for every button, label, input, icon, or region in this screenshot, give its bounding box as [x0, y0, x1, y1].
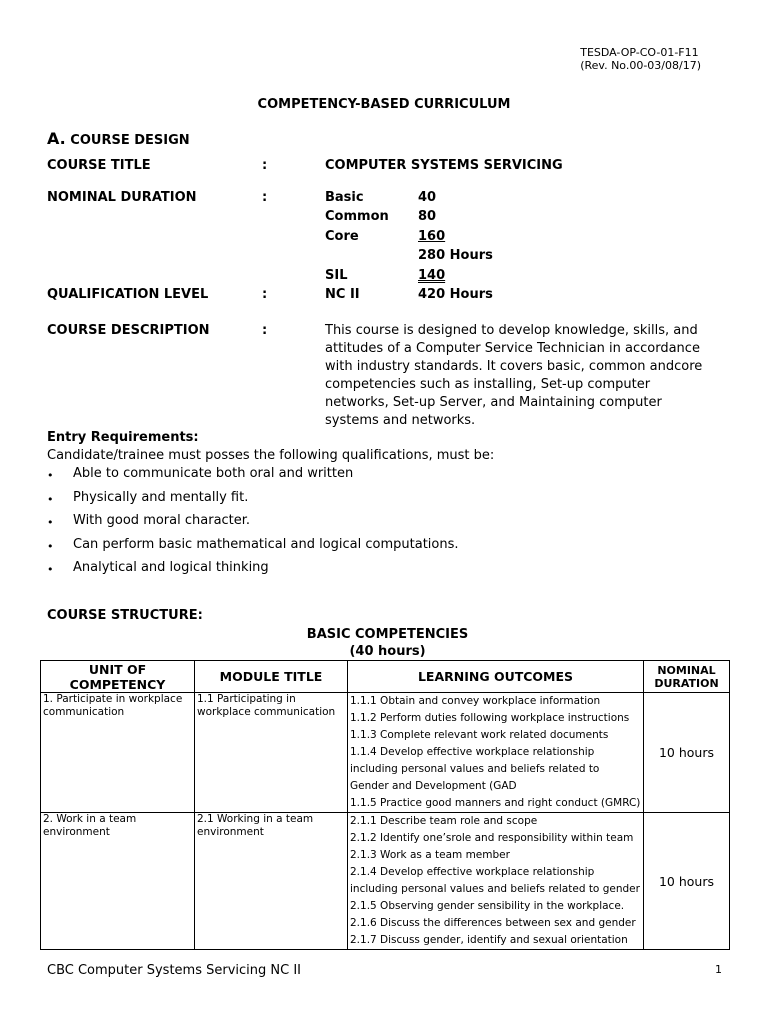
table-row	[41, 693, 730, 813]
entry-requirements-intro: Candidate/trainee must posses the following qualifications, must be:	[47, 448, 495, 463]
outcome-item: 1.1.3 Complete relevant work related documents	[350, 729, 609, 741]
course-title-value: COMPUTER SYSTEMS SERVICING	[325, 158, 563, 173]
outcome-item: 2.1.7 Discuss gender, identify and sexual orientation	[350, 934, 628, 946]
course-title-colon: :	[262, 158, 268, 173]
section-letter: A.	[47, 129, 66, 148]
column-header-unit: UNIT OF COMPETENCY	[41, 661, 195, 693]
table-row	[41, 813, 730, 950]
table-header-row	[41, 661, 730, 693]
bullet-icon: •	[47, 492, 54, 506]
bullet-icon: •	[47, 469, 54, 482]
table-title: BASIC COMPETENCIES	[306, 627, 469, 642]
duration-common-name: Common	[325, 209, 389, 224]
duration-subtotal: 280 Hours	[418, 248, 493, 263]
duration-basic-name: Basic	[325, 190, 364, 205]
duration-cell: 10 hours	[644, 693, 730, 813]
list-item	[47, 466, 459, 490]
duration-core-hours: 160	[418, 229, 446, 244]
module-cell: 1.1 Participating in workplace communication	[195, 693, 348, 813]
list-item	[47, 537, 459, 561]
list-item-text: Can perform basic mathematical and logical computations.	[73, 536, 459, 552]
footer-text: CBC Computer Systems Servicing NC II	[47, 963, 302, 978]
outcome-item: 1.1.2 Perform duties following workplace instructions	[350, 712, 630, 724]
course-description-label: COURSE DESCRIPTION	[47, 323, 210, 338]
outcome-item: 2.1.1 Describe team role and scope	[350, 815, 538, 827]
outcomes-cell	[348, 693, 644, 813]
outcome-item: 1.1.1 Obtain and convey workplace information	[350, 695, 601, 707]
outcome-item: 2.1.4 Develop effective workplace relationship including personal values and beliefs related to gender	[350, 866, 640, 895]
outcome-item: 2.1.6 Discuss the differences between sex and gender	[350, 917, 636, 929]
module-cell: 2.1 Working in a team environment	[195, 813, 348, 950]
duration-sil-hours: 140	[418, 268, 446, 283]
entry-requirements-list	[47, 466, 459, 584]
unit-cell: 2. Work in a team environment	[41, 813, 195, 950]
qualification-level-value: NC II	[325, 287, 360, 302]
outcome-item: 2.1.2 Identify one’srole and responsibility within team	[350, 832, 634, 844]
course-structure-heading: COURSE STRUCTURE:	[47, 608, 203, 623]
list-item-text: With good moral character.	[73, 513, 251, 528]
total-hours: 420 Hours	[418, 287, 493, 302]
outcome-item: 1.1.4 Develop effective workplace relationship including personal values and beliefs related to Gender and Development (GAD	[350, 746, 600, 792]
course-description-text: This course is designed to develop knowledge, skills, and attitudes of a Computer Service Technician in accordance with industry standards. It covers basic, common andcore competencies such as installing, Set-up computer networks, Set-up Server, and Maintaining computer systems and networks.	[325, 323, 703, 428]
table-subtitle: (40 hours)	[349, 644, 426, 659]
duration-basic-hours: 40	[418, 190, 437, 205]
list-item	[47, 513, 459, 537]
outcome-item: 2.1.5 Observing gender sensibility in the workplace.	[350, 900, 625, 912]
outcome-item: 2.1.3 Work as a team member	[350, 849, 510, 861]
nominal-duration-colon: :	[262, 190, 268, 205]
document-code-block	[580, 46, 701, 72]
competency-table	[40, 660, 730, 950]
list-item	[47, 490, 459, 514]
duration-cell: 10 hours	[644, 813, 730, 950]
unit-cell: 1. Participate in workplace communication	[41, 693, 195, 813]
column-header-module: MODULE TITLE	[195, 661, 348, 693]
course-title-label: COURSE TITLE	[47, 158, 151, 173]
bullet-icon: •	[47, 516, 54, 529]
outcome-item: 1.1.5 Practice good manners and right conduct (GMRC)	[350, 797, 641, 809]
qualification-level-colon: :	[262, 287, 268, 302]
qualification-level-label: QUALIFICATION LEVEL	[47, 287, 209, 302]
list-item-text: Analytical and logical thinking	[73, 560, 269, 575]
revision-number: (Rev. No.00-03/08/17)	[580, 59, 701, 72]
course-description-colon: :	[262, 323, 268, 338]
list-item	[47, 560, 459, 584]
list-item-text: Able to communicate both oral and written	[73, 466, 354, 481]
duration-sil-name: SIL	[325, 268, 348, 283]
duration-core-name: Core	[325, 229, 359, 244]
bullet-icon: •	[47, 563, 54, 576]
list-item-text: Physically and mentally fit.	[73, 489, 249, 505]
bullet-icon: •	[47, 539, 54, 553]
duration-common-hours: 80	[418, 209, 437, 224]
outcomes-cell	[348, 813, 644, 950]
section-name: COURSE DESIGN	[70, 133, 190, 148]
section-heading	[47, 129, 190, 148]
page-title: COMPETENCY-BASED CURRICULUM	[257, 97, 511, 112]
column-header-outcomes: LEARNING OUTCOMES	[348, 661, 644, 693]
entry-requirements-heading: Entry Requirements:	[47, 430, 199, 445]
column-header-duration: NOMINAL DURATION	[644, 661, 730, 693]
document-code: TESDA-OP-CO-01-F11	[580, 46, 699, 59]
page-number: 1	[715, 963, 722, 976]
nominal-duration-label: NOMINAL DURATION	[47, 190, 197, 205]
